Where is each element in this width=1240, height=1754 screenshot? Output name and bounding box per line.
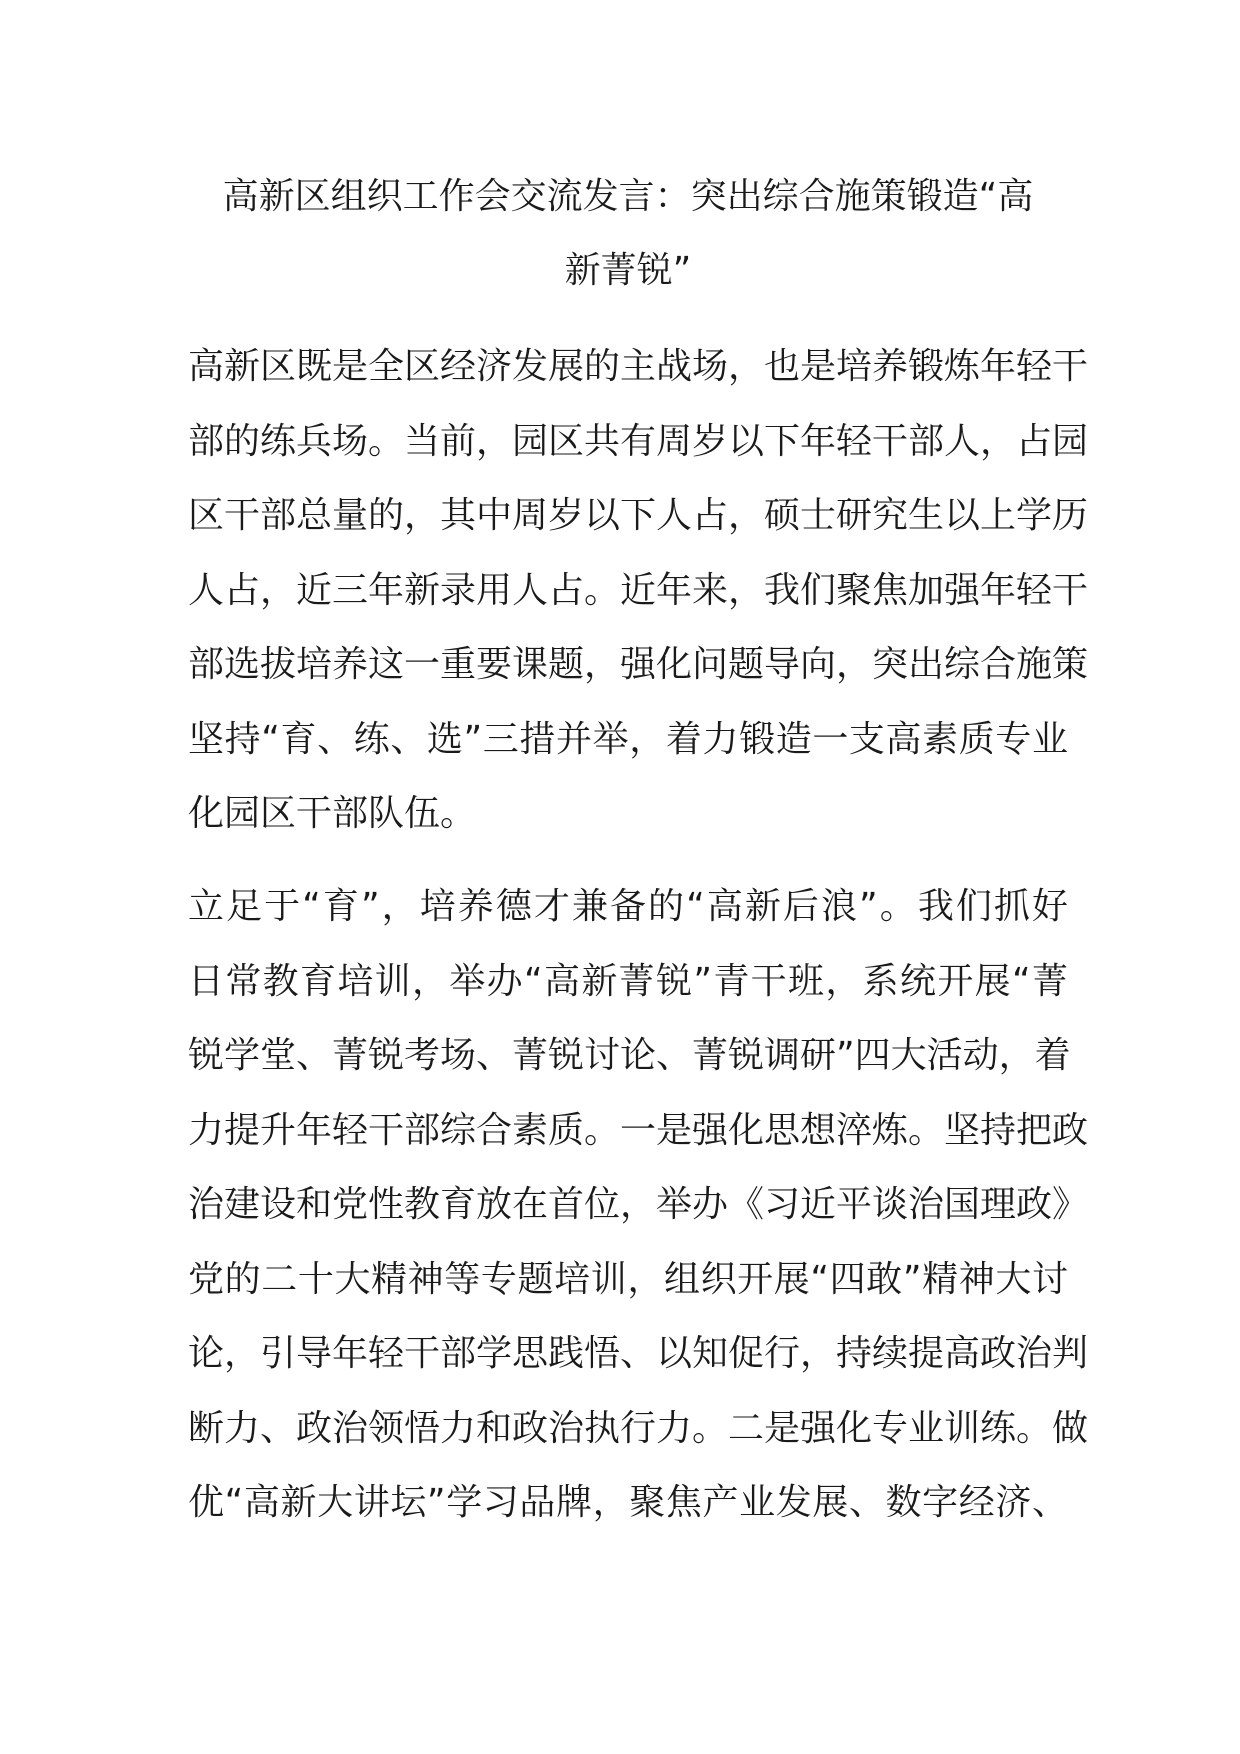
title-line: 高新区组织工作会交流发言：突出综合施策锻造“高 <box>222 176 1034 217</box>
text-line: 力提升年轻干部综合素质。一是强化思想淬炼。坚持把政 <box>188 1109 1089 1151</box>
title-line: 新菁锐” <box>564 250 692 291</box>
paragraph-intro <box>188 330 1089 852</box>
text-line: 断力、政治领悟力和政治执行力。二是强化专业训练。做 <box>188 1407 1089 1449</box>
text-line: 论，引导年轻干部学思践悟、以知促行，持续提高政治判 <box>188 1333 1089 1374</box>
text-line: 高新区既是全区经济发展的主战场，也是培养锻炼年轻干 <box>188 346 1089 387</box>
text-line: 治建设和党性教育放在首位，举办《习近平谈治国理政》 <box>188 1184 1089 1225</box>
text-line: 锐学堂、菁锐考场、菁锐讨论、菁锐调研”四大活动，着 <box>188 1035 1071 1076</box>
text-line: 部选拔培养这一重要课题，强化问题导向，突出综合施策 <box>188 644 1089 685</box>
document-title <box>188 160 1068 308</box>
paragraph-cultivate <box>188 870 1089 1541</box>
text-line: 党的二十大精神等专题培训，组织开展“四敢”精神大讨 <box>188 1258 1068 1300</box>
text-line: 立足于“育”，培养德才兼备的“高新后浪”。我们抓好 <box>188 886 1068 927</box>
text-line: 坚持“育、练、选”三措并举，着力锻造一支高素质专业 <box>188 718 1068 760</box>
text-line: 优“高新大讲坛”学习品牌，聚焦产业发展、数字经济、 <box>188 1482 1068 1523</box>
text-line: 区干部总量的，其中周岁以下人占，硕士研究生以上学历 <box>188 495 1089 536</box>
text-line: 化园区干部队伍。 <box>188 793 477 834</box>
text-line: 人占，近三年新录用人占。近年来，我们聚焦加强年轻干 <box>188 569 1089 611</box>
text-line: 日常教育培训，举办“高新菁锐”青干班，系统开展“菁 <box>188 960 1068 1002</box>
text-line: 部的练兵场。当前，园区共有周岁以下年轻干部人，占园 <box>188 420 1089 462</box>
